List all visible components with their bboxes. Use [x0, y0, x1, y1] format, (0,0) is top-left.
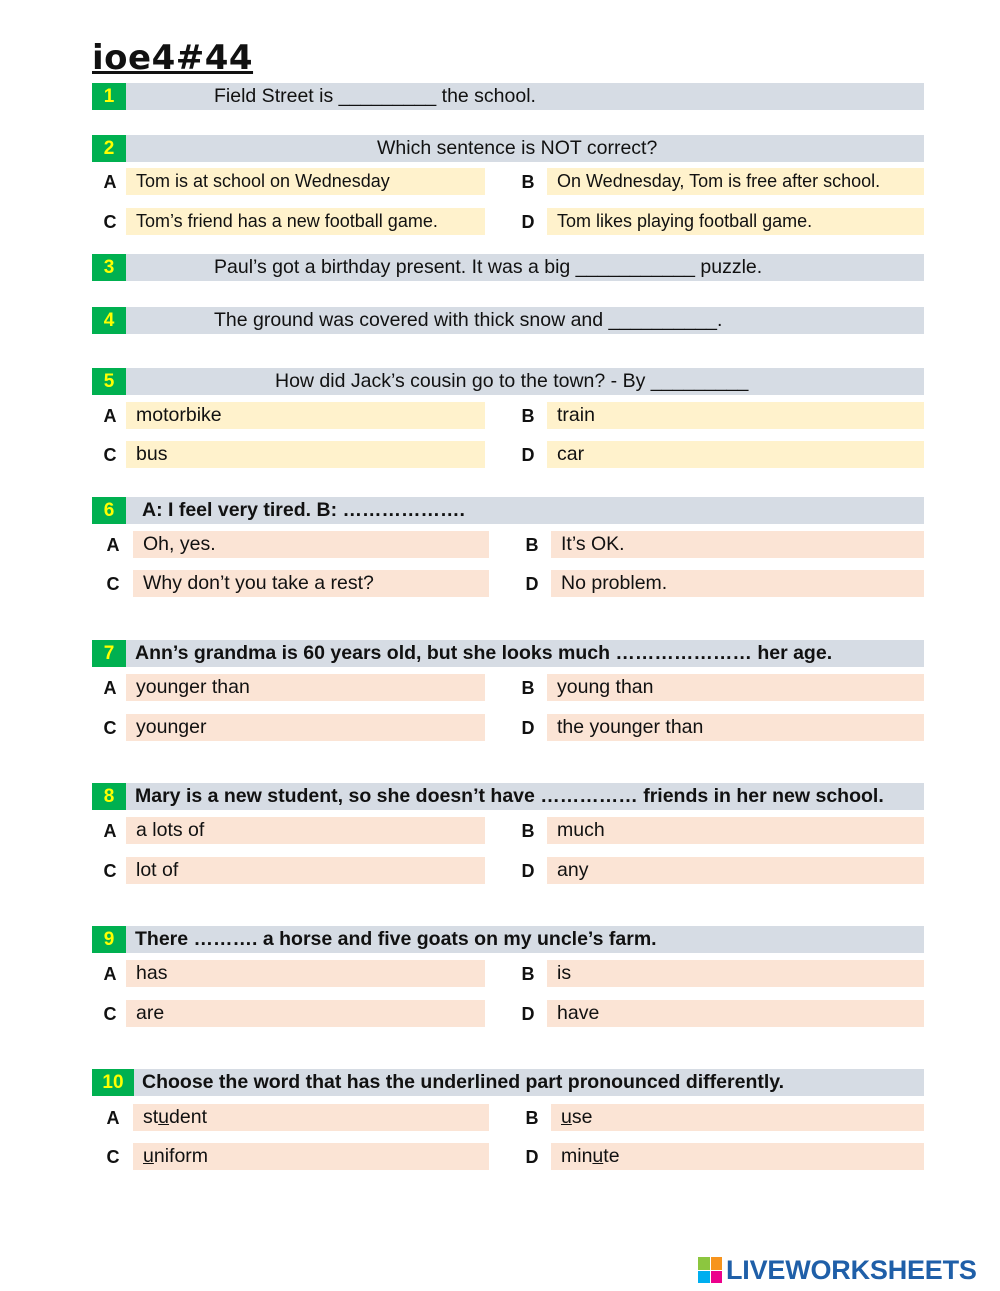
option-letter: B: [521, 964, 535, 984]
answer-option[interactable]: young than: [547, 674, 924, 701]
answer-option[interactable]: No problem.: [551, 570, 924, 597]
option-letter: A: [106, 1108, 120, 1128]
option-letter: C: [106, 574, 120, 594]
underlined-part: u: [561, 1106, 572, 1128]
word-part: se: [571, 1106, 593, 1128]
answer-option[interactable]: [551, 1104, 924, 1131]
word-part: min: [561, 1145, 593, 1167]
option-letter: A: [103, 678, 117, 698]
question-text: There ………. a horse and five goats on my uncle’s farm.: [135, 928, 657, 950]
option-letter: B: [521, 678, 535, 698]
question-number: 1: [92, 83, 126, 110]
question-text: The ground was covered with thick snow and __________.: [214, 309, 723, 331]
question-number: 4: [92, 307, 126, 334]
answer-option[interactable]: [551, 1143, 924, 1170]
answer-option[interactable]: younger: [126, 714, 485, 741]
option-letter: C: [103, 445, 117, 465]
question-text: Ann’s grandma is 60 years old, but she looks much ………………… her age.: [135, 642, 833, 664]
option-letter: B: [521, 172, 535, 192]
answer-option[interactable]: lot of: [126, 857, 485, 884]
underlined-part: u: [143, 1145, 154, 1167]
option-letter: D: [521, 718, 535, 738]
option-letter: B: [521, 406, 535, 426]
question-text: Paul’s got a birthday present. It was a big ___________ puzzle.: [214, 256, 763, 278]
question-text: Which sentence is NOT correct?: [377, 137, 658, 159]
answer-option[interactable]: have: [547, 1000, 924, 1027]
answer-option[interactable]: On Wednesday, Tom is free after school.: [547, 168, 924, 195]
question-text: Field Street is _________ the school.: [214, 85, 536, 107]
answer-option[interactable]: Tom’s friend has a new football game.: [126, 208, 485, 235]
word-part: dent: [169, 1106, 207, 1128]
logo-text: LIVEWORKSHEETS: [726, 1254, 977, 1285]
word-part: st: [143, 1106, 159, 1128]
question-number: 3: [92, 254, 126, 281]
option-letter: B: [521, 821, 535, 841]
option-letter: C: [106, 1147, 120, 1167]
option-letter: C: [103, 212, 117, 232]
answer-option[interactable]: younger than: [126, 674, 485, 701]
option-letter: D: [521, 1004, 535, 1024]
answer-option[interactable]: Why don’t you take a rest?: [133, 570, 489, 597]
answer-option[interactable]: any: [547, 857, 924, 884]
option-letter: A: [106, 535, 120, 555]
option-letter: C: [103, 718, 117, 738]
option-letter: C: [103, 861, 117, 881]
answer-option[interactable]: bus: [126, 441, 485, 468]
question-number: 2: [92, 135, 126, 162]
underlined-part: u: [592, 1145, 604, 1167]
question-number: 7: [92, 640, 126, 667]
question-text: Mary is a new student, so she doesn’t have …………… friends in her new school.: [135, 785, 884, 807]
answer-option[interactable]: It’s OK.: [551, 531, 924, 558]
option-letter: D: [521, 445, 535, 465]
question-3: [92, 254, 924, 281]
logo-mark-icon: [698, 1257, 722, 1283]
logo-square: [711, 1257, 723, 1270]
answer-option[interactable]: is: [547, 960, 924, 987]
answer-option[interactable]: Oh, yes.: [133, 531, 489, 558]
question-6: [92, 497, 924, 524]
answer-option[interactable]: car: [547, 441, 924, 468]
option-letter: B: [525, 1108, 539, 1128]
question-number: 5: [92, 368, 126, 395]
answer-option[interactable]: [133, 1143, 489, 1170]
question-10: [92, 1069, 924, 1096]
answer-option[interactable]: has: [126, 960, 485, 987]
option-letter: D: [525, 1147, 539, 1167]
worksheet-title: ioe4#44: [92, 38, 254, 78]
logo-square: [711, 1271, 723, 1284]
question-number: 10: [92, 1069, 134, 1096]
option-letter: C: [103, 1004, 117, 1024]
question-9: [92, 926, 924, 953]
answer-option[interactable]: the younger than: [547, 714, 924, 741]
answer-option[interactable]: much: [547, 817, 924, 844]
option-letter: D: [521, 212, 535, 232]
option-letter: B: [525, 535, 539, 555]
answer-option[interactable]: motorbike: [126, 402, 485, 429]
question-text: Choose the word that has the underlined part pronounced differently.: [142, 1071, 785, 1093]
question-number: 8: [92, 783, 126, 810]
option-letter: D: [521, 861, 535, 881]
question-5: [92, 368, 924, 395]
word-part: te: [603, 1145, 620, 1167]
option-letter: D: [525, 574, 539, 594]
liveworksheets-logo: [698, 1254, 977, 1286]
word-part: niform: [153, 1145, 209, 1167]
answer-option[interactable]: Tom is at school on Wednesday: [126, 168, 485, 195]
question-8: [92, 783, 924, 810]
logo-square: [698, 1257, 710, 1270]
question-text: A: I feel very tired. B: ……………….: [142, 499, 465, 521]
question-2: [92, 135, 924, 162]
underlined-part: u: [158, 1106, 170, 1128]
question-7: [92, 640, 924, 667]
option-letter: A: [103, 406, 117, 426]
question-number: 6: [92, 497, 126, 524]
option-letter: A: [103, 821, 117, 841]
answer-option[interactable]: Tom likes playing football game.: [547, 208, 924, 235]
answer-option[interactable]: a lots of: [126, 817, 485, 844]
logo-square: [698, 1271, 710, 1284]
question-1: [92, 83, 924, 110]
answer-option[interactable]: train: [547, 402, 924, 429]
option-letter: A: [103, 172, 117, 192]
option-letter: A: [103, 964, 117, 984]
question-number: 9: [92, 926, 126, 953]
answer-option[interactable]: are: [126, 1000, 485, 1027]
question-4: [92, 307, 924, 334]
question-text: How did Jack’s cousin go to the town? - By _________: [275, 370, 749, 392]
answer-option[interactable]: [133, 1104, 489, 1131]
